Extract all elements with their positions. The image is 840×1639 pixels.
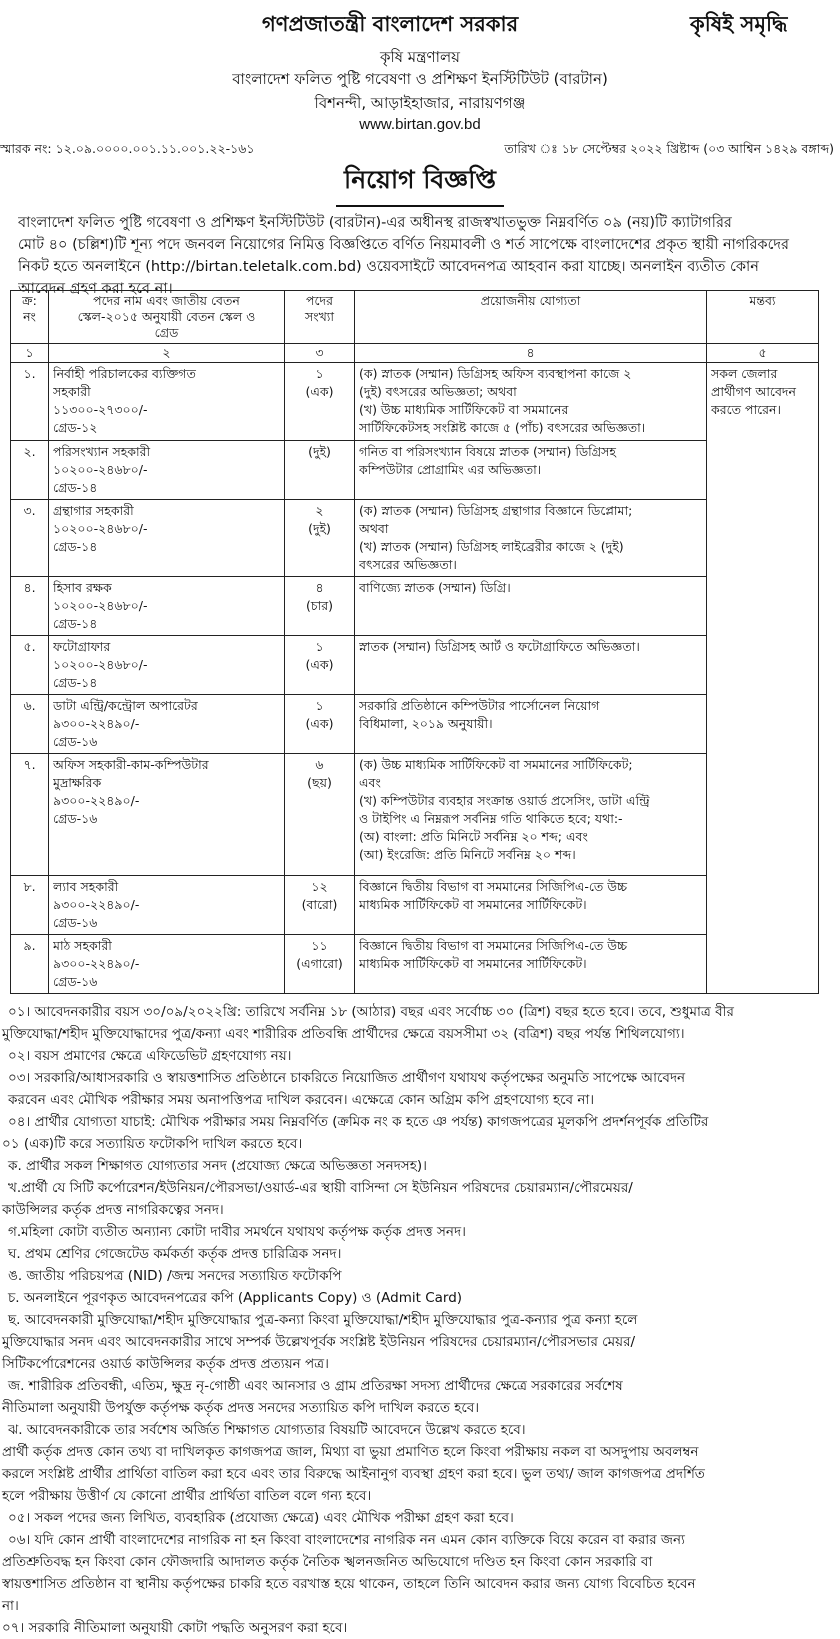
row-qualification [355,935,707,994]
website-link[interactable]: www.birtan.gov.bd [359,116,481,133]
row-serial: ৫. [11,636,49,695]
note-line: ০৪। প্রার্থীর যোগ্যতা যাচাই: মৌখিক পরীক্ষার সময় নিম্নবর্ণিত (ক্রমিক নং ক হতে ঞ পর্যন্ত) কাগজপত্রের মূলকপি প্রদর্শনপূর্বক প্রতিটির [8,1114,709,1130]
remark-line: প্রার্থীগণ আবেদন [711,384,796,399]
row-post-line: গ্রেড-১৪ [53,675,98,690]
row-post-line: মাঠ সহকারী [53,938,112,953]
row-qualification-line: (ক) উচ্চ মাধ্যমিক সার্টিফিকেট বা সমমানের সার্টিফিকেট; [359,757,633,772]
row-post-line: পরিসংখ্যান সহকারী [53,444,151,459]
row-post-line: গ্রেড-১৬ [53,974,98,989]
row-serial: ৪. [11,577,49,636]
row-qualification-line: সরকারি প্রতিষ্ঠানে কম্পিউটার পার্সোনেল নিয়োগ [359,698,600,713]
note-line: জ. শারীরিক প্রতিবন্ধী, এতিম, ক্ষুদ্র নৃ-গোষ্ঠী এবং আনসার ও গ্রাম প্রতিরক্ষা সদস্য প্রার্থীদের ক্ষেত্রে সরকারের সর্বশেষ [8,1378,623,1394]
row-qualification-line: (অ) বাংলা: প্রতি মিনিটে সর্বনিম্ন ২০ শব্দ; এবং [359,829,588,844]
row-post-line: হিসাব রক্ষক [53,580,112,595]
row-serial: ১. [11,363,49,441]
intro-paragraph [18,212,822,300]
row-post [49,876,285,935]
row-post-line: ১০২০০-২৪৬৮০/- [53,462,148,477]
row-qualification-line: বিধিমালা, ২০১৯ অনুযায়ী। [359,716,493,731]
note-line: স্বায়ত্তশাসিত প্রতিষ্ঠান বা স্থানীয় কর্তৃপক্ষের চাকরি হতে বরখাস্ত হয়ে থাকেন, তাহলে তিনি আবেদন করার জন্য যোগ্য বিবেচিত হবেন [2,1576,696,1592]
header-post: পদের নাম এবং জাতীয় বেতন স্কেল-২০১৫ অনুযায়ী বেতন স্কেল ও গ্রেড [49,291,285,344]
row-serial: ৩. [11,500,49,577]
header-remark: মন্তব্য [707,291,819,344]
row-post-line: ল্যাব সহকারী [53,879,119,894]
row-qualification-line: বিজ্ঞানে দ্বিতীয় বিভাগ বা সমমানের সিজিপিএ-তে উচ্চ [359,938,628,953]
row-post-line: অফিস সহকারী-কাম-কম্পিউটার [53,757,209,772]
row-qualification [355,636,707,695]
row-qualification-line: ও টাইপিং এ নিম্নরূপ সর্বনিম্ন গতি থাকিতে হবে; যথা:- [359,811,623,826]
row-post-line: ৯৩০০-২২৪৯০/- [53,956,140,971]
row-count-line: ১ [315,366,324,381]
row-post-line: ১০২০০-২৪৬৮০/- [53,521,148,536]
table-row [11,754,819,876]
row-post-line: ১০২০০-২৪৬৮০/- [53,598,148,613]
intro-line: মোট ৪০ (চল্লিশ)টি শূন্য পদে জনবল নিয়োগের নিমিত্ত বিজ্ঞপ্তিতে বর্ণিত নিয়মাবলী ও শর্ত সাপেক্ষে বাংলাদেশের প্রকৃত স্থায়ী নাগরিকদের [18,237,789,253]
row-post-line: সহকারী [53,384,91,399]
note-line: মুক্তিযোদ্ধা/শহীদ মুক্তিযোদ্ধাদের পুত্র/কন্যা এবং শারীরিক প্রতিবন্ধি প্রার্থীদের ক্ষেত্রে বয়সসীমা ৩২ (বত্রিশ) বছর পর্যন্ত শিথিলযোগ্য। [2,1026,685,1042]
row-qualification-line: (দুই) বৎসরের অভিজ্ঞতা; অথবা [359,384,517,399]
row-post-line: গ্রেড-১৪ [53,539,98,554]
row-post-line: ফটোগ্রাফার [53,639,111,654]
row-post [49,935,285,994]
row-qualification-line: স্নাতক (সম্মান) ডিগ্রিসহ আর্ট ও ফটোগ্রাফিতে অভিজ্ঞতা। [359,639,640,654]
row-count-line: (এক) [305,657,334,672]
row-qualification-line: (ক) স্নাতক (সম্মান) ডিগ্রিসহ অফিস ব্যবস্থাপনা কাজে ২ [359,366,632,381]
row-post-line: ১১৩০০-২৭৩০০/- [53,402,148,417]
row-count-line: (এক) [305,384,334,399]
row-count-line: (বারো) [301,897,338,912]
row-count [285,577,355,636]
row-count [285,500,355,577]
row-qualification-line: বৎসরের অভিজ্ঞতা। [359,557,457,572]
row-count-line: (ছয়) [307,775,332,790]
header-qualification: প্রয়োজনীয় যোগ্যতা [355,291,707,344]
row-qualification-line: (আ) ইংরেজি: প্রতি মিনিটে সর্বনিম্ন ২০ শব্দ। [359,847,576,862]
row-serial: ২. [11,441,49,500]
intro-line: আবেদন গ্রহণ করা হবে না। [18,281,173,297]
row-post [49,500,285,577]
intro-line: নিকট হতে অনলাইনে (http://birtan.teletalk.com.bd) ওয়েবসাইটে আবেদনপত্র আহবান করা যাচ্ছে। অনলাইন ব্যতীত কোন [18,259,759,275]
posts-table [10,290,819,994]
row-qualification [355,754,707,876]
row-count-line: (দুই) [308,521,331,536]
row-post-line: গ্রেড-১৬ [53,811,98,826]
intro-line: বাংলাদেশ ফলিত পুষ্টি গবেষণা ও প্রশিক্ষণ ইনস্টিটিউট (বারটান)-এর অধীনস্থ রাজস্বখাতভুক্ত নিম্নবর্ণিত ০৯ (নয়)টি ক্যাটাগরির [18,215,732,231]
page-title-wrap [0,160,840,207]
institute-name: বাংলাদেশ ফলিত পুষ্টি গবেষণা ও প্রশিক্ষণ ইনস্টিটিউট (বারটান) [232,70,608,88]
row-qualification [355,500,707,577]
row-qualification-line: সার্টিফিকেটসহ সংশ্লিষ্ট কাজে ৫ (পাঁচ) বৎসরের অভিজ্ঞতা। [359,420,646,435]
row-qualification [355,441,707,500]
note-line: গ.মহিলা কোটা ব্যতীত অন্যান্য কোটা দাবীর সমর্থনে যথাযথ কর্তৃপক্ষ কর্তৃক প্রদত্ত সনদ। [8,1224,466,1240]
row-post [49,363,285,441]
column-number: ৪ [355,344,707,363]
note-line: খ.প্রার্থী যে সিটি কর্পোরেশন/ইউনিয়ন/পৌরসভা/ওয়ার্ড-এর স্থায়ী বাসিন্দা সে ইউনিয়ন পরিষদের চেয়ারম্যান/পৌরমেয়র/ [8,1180,633,1196]
row-post [49,754,285,876]
note-line: ঘ. প্রথম শ্রেণির গেজেটেড কর্মকর্তা কর্তৃক প্রদত্ত চারিত্রিক সনদ। [8,1246,342,1262]
row-count-line: ২ [315,503,324,518]
header-count: পদের সংখ্যা [285,291,355,344]
table-body [11,363,819,994]
row-qualification-line: বাণিজ্যে স্নাতক (সম্মান) ডিগ্রি। [359,580,511,595]
row-post [49,695,285,754]
row-post-line: গ্রেড-১৬ [53,915,98,930]
row-post-line: ১০২০০-২৪৬৮০/- [53,657,148,672]
memo-number: স্মারক নং: ১২.০৯.০০০০.০০১.১১.০০১.২২-১৬১ [0,141,255,156]
note-line: ক. প্রার্থীর সকল শিক্ষাগত যোগ্যতার সনদ (প্রযোজ্য ক্ষেত্রে অভিজ্ঞতা সনদসহ)। [8,1158,427,1174]
row-count [285,876,355,935]
row-post-line: গ্রন্থাগার সহকারী [53,503,134,518]
row-qualification-line: কম্পিউটার প্রোগ্রামিং এর অভিজ্ঞতা। [359,462,542,477]
row-qualification-line: বিজ্ঞানে দ্বিতীয় বিভাগ বা সমমানের সিজিপিএ-তে উচ্চ [359,879,628,894]
row-serial: ৯. [11,935,49,994]
row-qualification [355,876,707,935]
row-count [285,695,355,754]
table-row [11,500,819,577]
row-count-line: ১২ [311,879,328,894]
row-count-line: ৬ [315,757,324,772]
row-count-line: (এক) [305,716,334,731]
remark-line: করতে পারেন। [711,402,781,417]
row-count [285,935,355,994]
row-post [49,577,285,636]
table-row [11,876,819,935]
page-title: নিয়োগ বিজ্ঞপ্তি [336,160,504,207]
table-row [11,577,819,636]
note-line: মুক্তিযোদ্ধার সনদ এবং আবেদনকারীর সাথে সম্পর্ক উল্লেখপূর্বক সংশ্লিষ্ট ইউনিয়ন পরিষদের চেয়ারম্যান/পৌরসভার মেয়র/ [2,1334,636,1350]
row-post-line: নির্বাহী পরিচালকের ব্যক্তিগত [53,366,196,381]
row-qualification-line: অথবা [359,521,389,536]
note-line: ঝ. আবেদনকারীকে তার সর্বশেষ অর্জিত শিক্ষাগত যোগ্যতার বিষয়টি আবেদনে উল্লেখ করতে হবে। [8,1422,526,1438]
table-row [11,695,819,754]
row-qualification-line: মাধ্যমিক সার্টিফিকেট বা সমমানের সার্টিফিকেট। [359,897,587,912]
row-count-line: (দুই) [308,444,331,459]
note-line: ০২। বয়স প্রমাণের ক্ষেত্রে এফিডেভিট গ্রহণযোগ্য নয়। [8,1048,292,1064]
table-row [11,935,819,994]
row-post-line: ডাটা এন্ট্রি/কন্ট্রোল অপারেটর [53,698,198,713]
table-row [11,363,819,441]
note-line: ০৩। সরকারি/আধাসরকারি ও স্বায়ত্তশাসিত প্রতিষ্ঠানে চাকরিতে নিয়োজিত প্রার্থীগণ যথাযথ কর্তৃপক্ষের অনুমতি সাপেক্ষে আবেদন [8,1070,686,1086]
row-serial: ৬. [11,695,49,754]
note-line: করবেন এবং মৌখিক পরীক্ষার সময় অনাপত্তিপত্র দাখিল করবেন। এক্ষেত্রে কোন অগ্রিম কপি গ্রহণযোগ্য হবে না। [8,1092,595,1108]
government-name: গণপ্রজাতন্ত্রী বাংলাদেশ সরকার [262,12,519,36]
column-number: ৩ [285,344,355,363]
row-count-line: ১১ [311,938,328,953]
row-serial: ৭. [11,754,49,876]
note-line: ০১। আবেদনকারীর বয়স ৩০/০৯/২০২২খ্রি: তারিখে সর্বনিম্ন ১৮ (আঠার) বছর এবং সর্বোচ্চ ৩০ (ত্রিশ) বছর হতে হবে। তবে, শুধুমাত্র বীর [8,1004,734,1020]
row-qualification-line: (খ) উচ্চ মাধ্যমিক সার্টিফিকেট বা সমমানের [359,402,569,417]
institute-address: বিশনন্দী, আড়াইহাজার, নারায়ণগঞ্জ [314,94,526,112]
column-number: ১ [11,344,49,363]
row-post-line: গ্রেড-১৪ [53,616,98,631]
row-count-line: ১ [315,639,324,654]
note-line: কাউন্সিলর কর্তৃক প্রদত্ত নাগরিকত্বের সনদ। [2,1202,224,1218]
row-qualification-line: (ক) স্নাতক (সম্মান) ডিগ্রিসহ গ্রন্থাগার বিজ্ঞানে ডিপ্লোমা; [359,503,633,518]
note-line: ছ. আবেদনকারী মুক্তিযোদ্ধা/শহীদ মুক্তিযোদ্ধার পুত্র-কন্যা কিংবা মুক্তিযোদ্ধা/শহীদ মুক্তিযোদ্ধার পুত্র-কন্যার পুত্র কন্যা হলে [8,1312,638,1328]
row-count [285,636,355,695]
row-qualification-line: (খ) স্নাতক (সম্মান) ডিগ্রিসহ লাইব্রেরীর কাজে ২ (দুই) [359,539,624,554]
row-qualification [355,577,707,636]
remark-cell [707,363,819,994]
row-count-line: (এগারো) [296,956,343,971]
row-qualification-line: গনিত বা পরিসংখ্যান বিষয়ে স্নাতক (সম্মান) ডিগ্রিসহ [359,444,616,459]
row-post-line: মুদ্রাক্ষরিক [53,775,102,790]
note-line: ০৫। সকল পদের জন্য লিখিত, ব্যবহারিক (প্রযোজ্য ক্ষেত্রে) এবং মৌখিক পরীক্ষা গ্রহণ করা হবে। [8,1510,514,1526]
note-line: ০৬। যদি কোন প্রার্থী বাংলাদেশের নাগরিক না হন কিংবা বাংলাদেশের নাগরিক নন এমন কোন ব্যক্তিকে বিয়ে করেন বা করার জন্য [8,1532,685,1548]
remark-line: সকল জেলার [711,366,778,381]
note-line: প্রার্থী কর্তৃক প্রদত্ত কোন তথ্য বা দাখিলকৃত কাগজপত্র জাল, মিথ্যা বা ভুয়া প্রমাণিত হলে কিংবা পরীক্ষায় নকল বা অসদুপায় অবলম্বন [2,1444,699,1460]
row-count [285,363,355,441]
note-line: নীতিমালা অনুযায়ী উপর্যুক্ত কর্তৃপক্ষ কর্তৃক প্রদত্ত সনদের সত্যায়িত কপি দাখিল করতে হবে। [2,1400,480,1416]
header-serial: ক্র: নং [11,291,49,344]
note-line: ০১ (এক)টি করে সত্যায়িত ফটোকপি দাখিল করতে হবে। [2,1136,303,1152]
note-line: হলে পরীক্ষায় উত্তীর্ণ যে কোনো প্রার্থীর প্রার্থিতা বাতিল বলে গন্য হবে। [2,1488,372,1504]
row-count-line: (চার) [306,598,333,613]
row-post-line: গ্রেড-১২ [53,420,98,435]
notes-section [0,1001,836,1639]
row-serial: ৮. [11,876,49,935]
row-post-line: গ্রেড-১৪ [53,480,98,495]
row-qualification-line: এবং [359,775,381,790]
ministry-name: কৃষি মন্ত্রণালয় [379,48,460,66]
note-line: সিটিকর্পোরেশনের ওয়ার্ড কাউন্সিলর কর্তৃক প্রদত্ত প্রত্যয়ন পত্র। [2,1356,329,1372]
row-post-line: ৯৩০০-২২৪৯০/- [53,716,140,731]
table-row [11,636,819,695]
note-line: প্রতিশ্রুতিবদ্ধ হন কিংবা কোন ফৌজদারি আদালত কর্তৃক নৈতিক স্খলনজনিত অভিযোগে দণ্ডিত হন কিংবা কোন সরকারি বা [2,1554,653,1570]
row-count [285,441,355,500]
notice-date: তারিখ ঃ ১৮ সেপ্টেম্বর ২০২২ খ্রিষ্টাব্দ (০৩ আশ্বিন ১৪২৯ বঙ্গাব্দ) [504,141,834,156]
row-qualification-line: (খ) কম্পিউটার ব্যবহার সংক্রান্ত ওয়ার্ড প্রসেসিং, ডাটা এন্ট্রি [359,793,650,808]
note-line: চ. অনলাইনে পূরণকৃত আবেদনপত্রের কপি (Applicants Copy) ও (Admit Card) [8,1290,463,1306]
row-qualification [355,695,707,754]
row-count [285,754,355,876]
row-count-line: ১ [315,698,324,713]
note-line: ঙ. জাতীয় পরিচয়পত্র (NID) /জন্ম সনদের সত্যায়িত ফটোকপি [8,1268,342,1284]
row-post [49,636,285,695]
column-number-row [11,344,819,363]
row-post-line: ৯৩০০-২২৪৯০/- [53,793,140,808]
row-qualification-line: মাধ্যমিক সার্টিফিকেট বা সমমানের সার্টিফিকেট। [359,956,587,971]
note-line: করলে সংশ্লিষ্ট প্রার্থীর প্রার্থিতা বাতিল করা হবে এবং তার বিরুদ্ধে আইনানুগ ব্যবস্থা গ্রহণ করা হবে। ভুল তথ্য/ জাল কাগজপত্র প্রদর্শিত [2,1466,705,1482]
column-number: ৫ [707,344,819,363]
note-line: ০৭। সরকারি নীতিমালা অনুযায়ী কোটা পদ্ধতি অনুসরণ করা হবে। [2,1620,348,1636]
row-post-line: গ্রেড-১৬ [53,734,98,749]
row-post-line: ৯৩০০-২২৪৯০/- [53,897,140,912]
slogan: কৃষিই সমৃদ্ধি [690,12,788,36]
note-line: না। [2,1598,19,1614]
table-row [11,441,819,500]
row-post [49,441,285,500]
row-qualification [355,363,707,441]
row-count-line: ৪ [315,580,324,595]
table-header-row [11,291,819,344]
column-number: ২ [49,344,285,363]
